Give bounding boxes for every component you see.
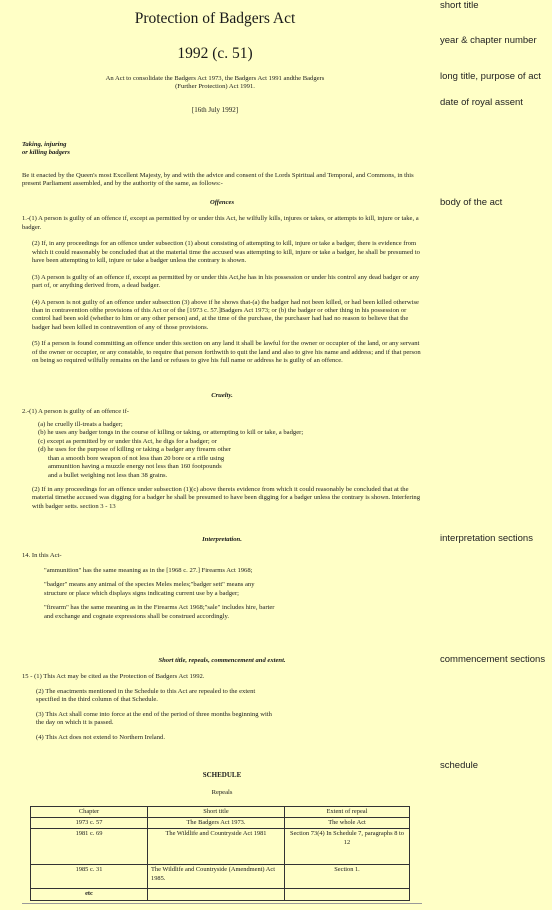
table-cell bbox=[148, 889, 285, 900]
heading-short-title: Short title, repeals, commencement and extent. bbox=[158, 657, 286, 664]
column-header: Short title bbox=[148, 807, 285, 818]
s1-2: (2) If, in any proceedings for an offence under subsection (1) about consisting of attempting to kill, injure or take a badger, there is evidence from which it could reasonably be concluded that at the material time the accused was attempting to kill, injure or take a badger, he shall be presumed to have been attempting to kill, injure or take a badger unless the contrary is shown. bbox=[32, 240, 420, 265]
table-cell bbox=[285, 889, 410, 900]
schedule-subheading: Repeals bbox=[211, 789, 233, 796]
table-header-row bbox=[31, 807, 410, 818]
s15-4: (4) This Act does not extend to Northern Ireland. bbox=[36, 733, 165, 741]
section-2 bbox=[22, 392, 422, 515]
side-heading bbox=[22, 141, 422, 158]
long-title: An Act to consolidate the Badgers Act 1973, the Badgers Act 1991 andthe Badgers (Further Protection) Act 1991. bbox=[105, 75, 325, 91]
s1-4: (4) A person is not guilty of an offence under subsection (3) above if he shows that-(a) the badger had not been killed, or had been killed otherwise than in contravention ofthe provisions of this Act or of the [1973 c. 57.]Badgers Act 1973; or (b) the badger or other thing in his possession or control had been sold (whether to him or any other person) and, at the time of the purchase, the purchaser had had no reason to believe that the badger had been killed in contravention of any of those provisions. bbox=[32, 298, 419, 331]
annotation-royal-assent: date of royal assent bbox=[440, 97, 523, 108]
section-1 bbox=[22, 199, 422, 370]
annotation-short-title: short title bbox=[440, 0, 479, 11]
table-row bbox=[31, 829, 410, 865]
s2-list bbox=[22, 421, 422, 480]
table-cell: etc bbox=[31, 889, 148, 900]
table-cell: Section 1. bbox=[285, 865, 410, 889]
s1-3: (3) A person is guilty of an offence if, except as permitted by or under this Act,he has in his possession or under his control any dead badger or any part of, or anything derived from, a dead badger. bbox=[32, 273, 420, 290]
table-cell: The whole Act bbox=[285, 818, 410, 829]
enacting-text: Be it enacted by the Queen's most Excellent Majesty, by and with the advice and consent of the Lords Spiritual and Temporal, and Commons, in this present Parliament assembled, and by the authority of the same, as follows:- bbox=[22, 172, 414, 188]
s1-5: (5) If a person is found committing an offence under this section on any land it shall be lawful for the owner or occupier of the land, or any servant of the owner or occupier, or any constable, to require that person forthwith to quit the land and also to give his name and address; and if that person on being so required wilfully remains on the land or refuses to give his full name or address he is guilty of an offence. bbox=[32, 340, 421, 365]
enacting-formula bbox=[22, 172, 422, 193]
annotation-body: body of the act bbox=[440, 197, 503, 208]
table-cell: 1981 c. 69 bbox=[31, 829, 148, 865]
year-chapter: 1992 (c. 51) bbox=[177, 45, 253, 62]
short-title: Protection of Badgers Act bbox=[134, 10, 296, 27]
s15-1: 15 - (1) This Act may be cited as the Protection of Badgers Act 1992. bbox=[22, 673, 205, 681]
s2-c: (c) except as permitted by or under this Act, he digs for a badger; or bbox=[38, 437, 217, 445]
annotation-year-chapter: year & chapter number bbox=[440, 35, 537, 46]
heading-offences: Offences bbox=[209, 199, 235, 206]
side-heading-line: or killing badgers bbox=[22, 149, 70, 157]
annotation-interpretation: interpretation sections bbox=[440, 533, 533, 544]
heading-cruelty: Cruelty. bbox=[211, 392, 233, 399]
divider bbox=[22, 903, 422, 904]
s15-3: (3) This Act shall come into force at the end of the period of three months beginning with the day on which it is passed. bbox=[36, 710, 272, 727]
s2-2: (2) If in any proceedings for an offence under subsection (1)(c) above thereis evidence from which it could reasonably be concluded that at the material timethe accused was digging for a badger he shall be presumed to have been digging for a badger unless the contrary is shown. Interfering with badger setts. section 3 - 13 bbox=[32, 485, 420, 510]
s2-a: (a) he cruelly ill-treats a badger; bbox=[38, 420, 123, 428]
table-row bbox=[31, 818, 410, 829]
schedule-table bbox=[30, 806, 410, 901]
royal-assent-date: [16th July 1992] bbox=[191, 106, 239, 114]
schedule-heading: SCHEDULE bbox=[202, 771, 242, 779]
def-badger: "badger" means any animal of the species Meles meles;"badger sett" means any structure or place which displays signs indicating current use by a badger; bbox=[44, 581, 255, 597]
s14: 14. In this Act- bbox=[22, 552, 62, 560]
heading-interpretation: Interpretation. bbox=[202, 536, 242, 543]
table-row bbox=[31, 889, 410, 900]
definitions bbox=[22, 567, 275, 621]
s2-1: 2.-(1) A person is guilty of an offence if- bbox=[22, 408, 129, 416]
annotation-commencement: commencement sections bbox=[440, 654, 546, 665]
annotation-schedule: schedule bbox=[440, 760, 479, 771]
section-15 bbox=[22, 657, 422, 746]
side-heading-line: Taking, injuring bbox=[22, 141, 67, 148]
column-header: Extent of repeal bbox=[285, 807, 410, 818]
def-firearm: "firearm" has the same meaning as in the Firearms Act 1968;"sale" includes hire, barter and exchange and cognate expressions shall be construed accordingly. bbox=[44, 604, 275, 620]
s2-d: (d) he uses for the purpose of killing or taking a badger any firearm other than a smooth bore weapon of not less than 20 bore or a rifle using ammunition having a muzzle energy not less than 160 footpounds and a bullet weighing not less than 38 grains. bbox=[38, 446, 231, 479]
table-cell: The Wildlife and Countryside (Amendment) Act 1985. bbox=[148, 865, 285, 889]
table-cell: 1973 c. 57 bbox=[31, 818, 148, 829]
s2-b: (b) he uses any badger tongs in the course of killing or taking, or attempting to kill or take, a badger; bbox=[38, 429, 304, 437]
column-header: Chapter bbox=[31, 807, 148, 818]
section-14 bbox=[22, 536, 422, 627]
table-cell: The Wildlife and Countryside Act 1981 bbox=[148, 829, 285, 865]
def-ammunition: "ammunition" has the same meaning as in the [1968 c. 27.] Firearms Act 1968; bbox=[44, 566, 253, 574]
s1-1: 1.-(1) A person is guilty of an offence if, except as permitted by or under this Act, he wilfully kills, injures or takes, or attempts to kill, injure or take, a badger. bbox=[22, 215, 419, 231]
s15-2: (2) The enactments mentioned in the Schedule to this Act are repealed to the extent specified in the third column of that Schedule. bbox=[36, 687, 256, 704]
annotation-long-title: long title, purpose of act bbox=[440, 71, 541, 82]
table-cell: 1985 c. 31 bbox=[31, 865, 148, 889]
table-cell: The Badgers Act 1973. bbox=[148, 818, 285, 829]
table-row bbox=[31, 865, 410, 889]
table-cell: Section 73(4) In Schedule 7, paragraphs 8 to 12 bbox=[285, 829, 410, 865]
